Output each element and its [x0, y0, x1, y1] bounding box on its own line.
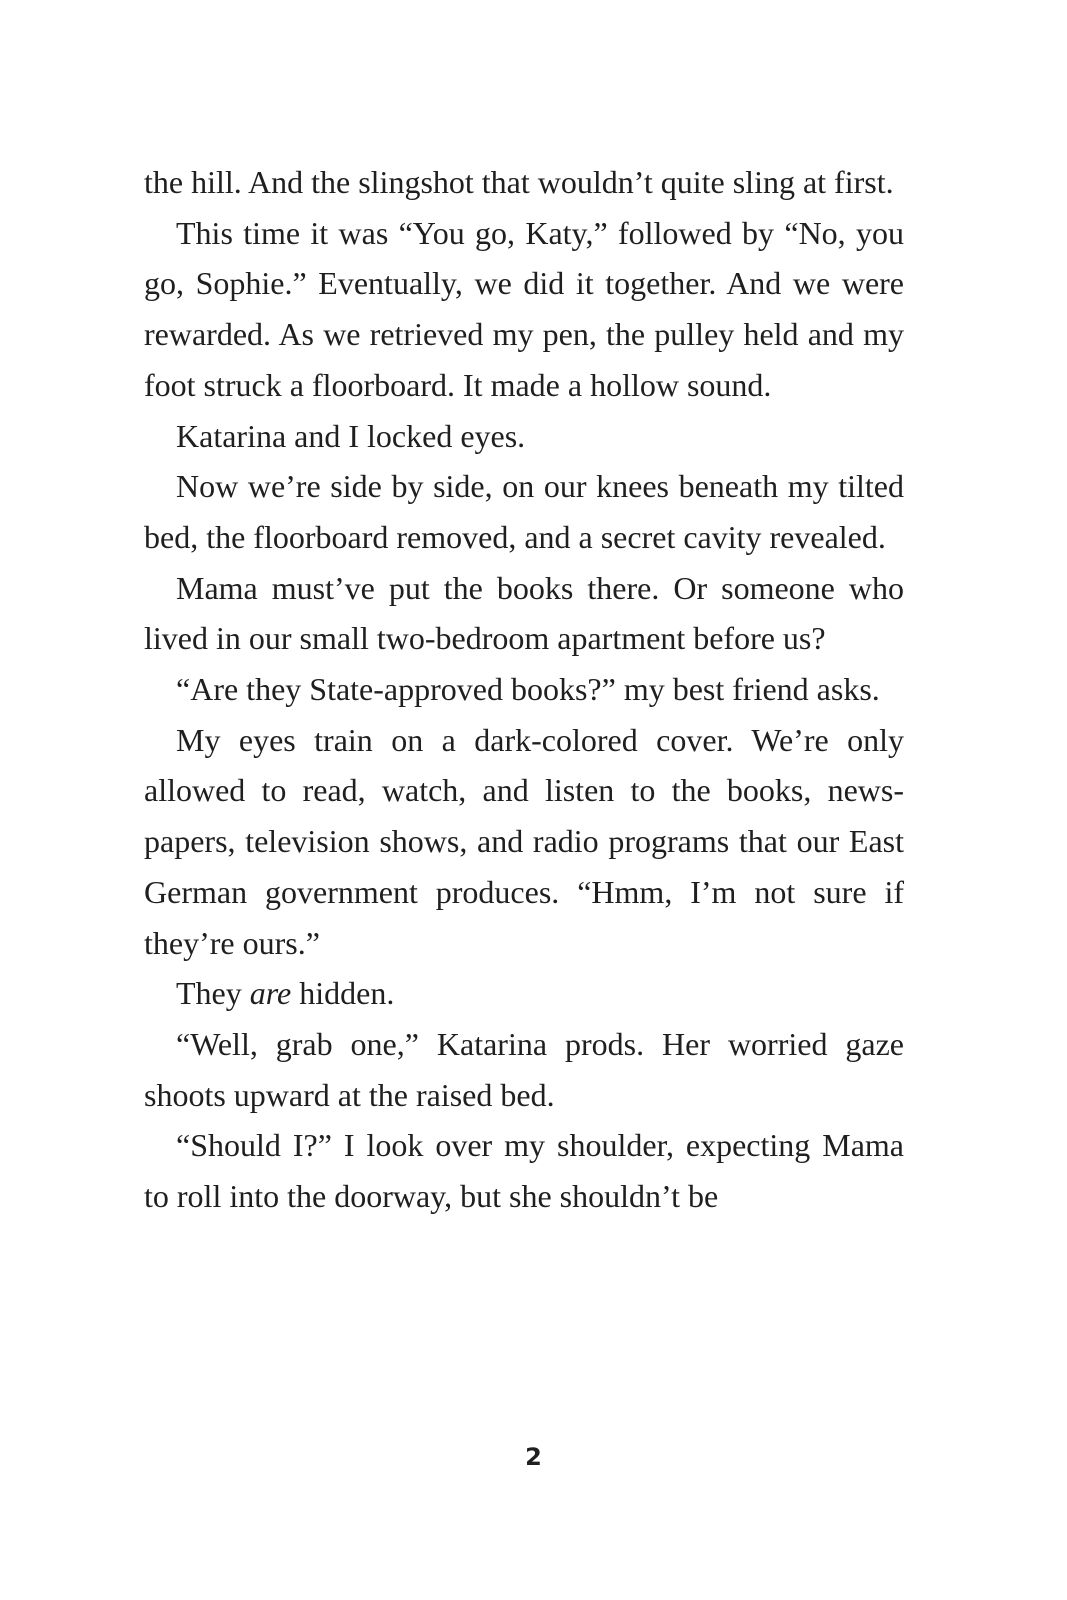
paragraph: Katarina and I locked eyes.	[176, 417, 526, 454]
body-text	[144, 157, 904, 1222]
paragraph: My eyes train on a dark-colored cover. We’re only allowed to read, watch, and listen to the books, newspapers, television shows, and radio programs that our East German government produces. “Hmm, I’m not sure if they’re ours.”	[144, 721, 904, 961]
paragraph: “Well, grab one,” Katarina prods. Her worried gaze shoots upward at the raised bed.	[144, 1025, 904, 1113]
paragraph: “Are they State-approved books?” my best friend asks.	[176, 671, 880, 708]
paragraph: Now we’re side by side, on our knees beneath my tilted bed, the floorboard removed, and a secret cavity revealed.	[144, 468, 904, 555]
paragraph: This time it was “You go, Katy,” followed by “No, you go, Sophie.” Eventually, we did it together. And we were rewarded. As we retrieved my pen, the pulley held and my foot struck a floorboard. It made a hollow sound.	[144, 214, 904, 403]
paragraph: “Should I?” I look over my shoulder, expecting Mama to roll into the doorway, but she shouldn’t be	[144, 1127, 904, 1215]
paragraph-with-emphasis	[144, 968, 904, 1019]
emphasized-word: are	[249, 975, 292, 1012]
text-run: They	[176, 975, 250, 1012]
paragraph: Mama must’ve put the books there. Or someone who lived in our small two-bedroom apartment before us?	[144, 569, 904, 657]
paragraph-continuation: the hill. And the slingshot that wouldn’t quite sling at first.	[144, 164, 894, 200]
text-run: hidden.	[291, 975, 395, 1012]
page-number: 2	[525, 1443, 542, 1471]
